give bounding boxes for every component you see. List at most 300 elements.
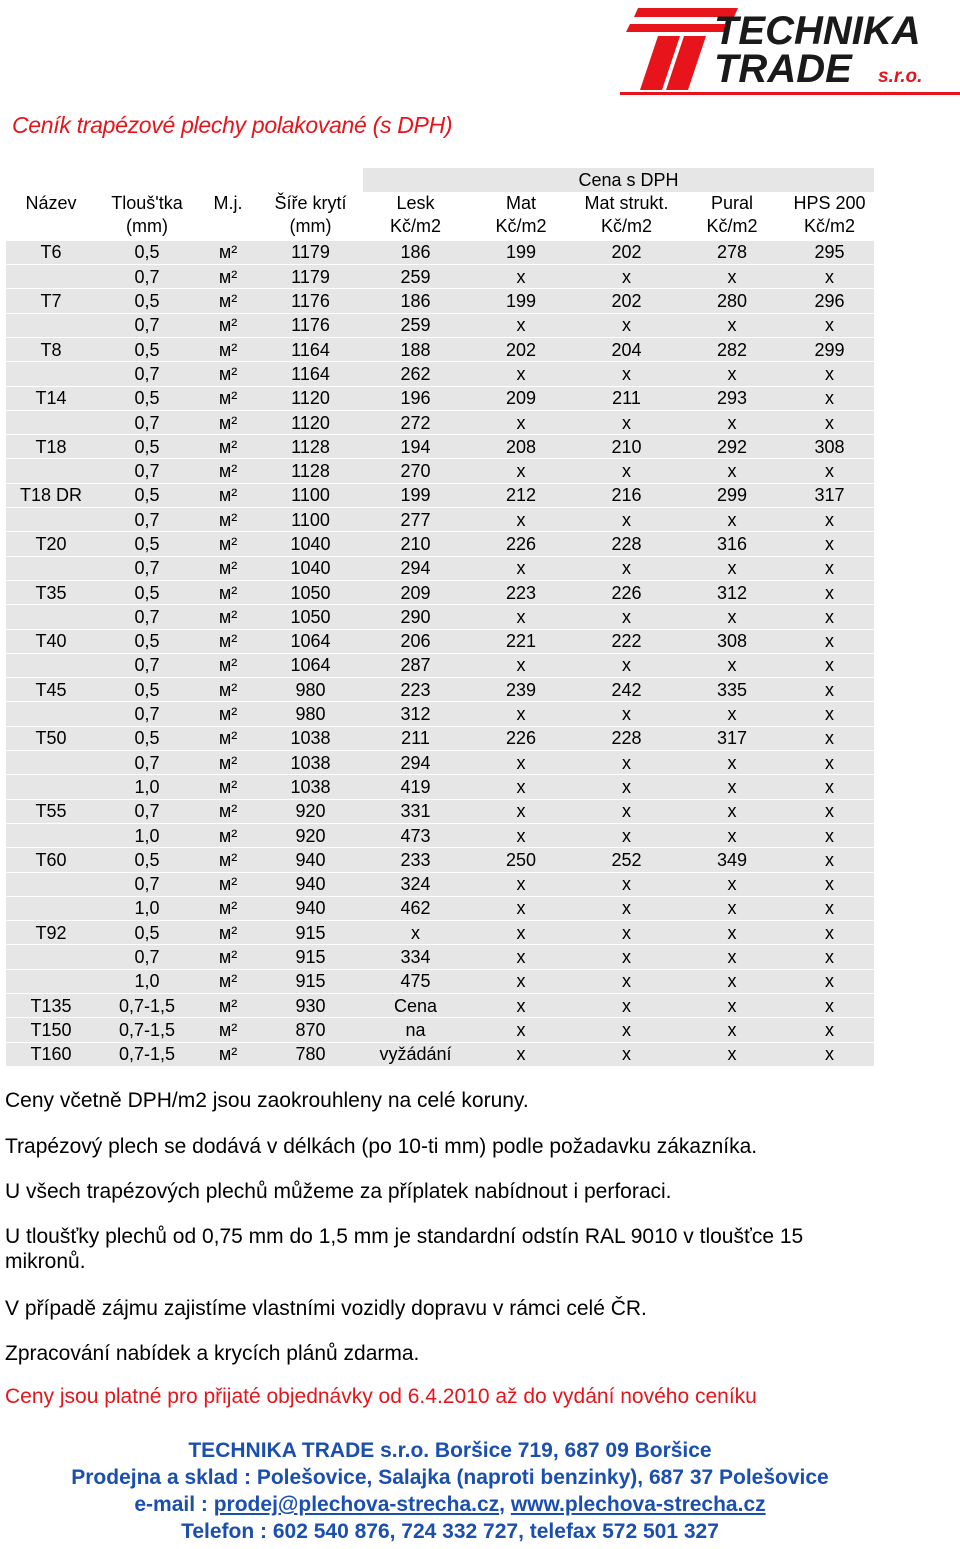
table-cell: T8 — [6, 337, 96, 361]
table-cell: 308 — [679, 629, 785, 653]
table-cell: 290 — [363, 605, 468, 629]
table-cell: 780 — [258, 1042, 363, 1066]
table-cell: 239 — [468, 678, 574, 702]
note-rounding: Ceny včetně DPH/m2 jsou zaokrouhleny na celé koruny. — [5, 1089, 529, 1112]
table-cell — [6, 410, 96, 434]
table-cell: T6 — [6, 240, 96, 264]
column-header-line1: Název — [25, 193, 77, 214]
table-cell: 1,0 — [96, 896, 198, 920]
table-cell: 242 — [574, 678, 679, 702]
table-cell: x — [574, 799, 679, 823]
note-validity: Ceny jsou platné pro přijaté objednávky od 6.4.2010 až do vydání nového ceníku — [5, 1385, 757, 1408]
table-cell: x — [785, 508, 874, 532]
table-row — [6, 605, 874, 629]
table-cell: м² — [198, 410, 258, 434]
table-cell: 1050 — [258, 580, 363, 604]
table-row — [6, 653, 874, 677]
column-header-line2: Kč/m2 — [706, 216, 758, 237]
table-cell: 334 — [363, 945, 468, 969]
table-cell: 980 — [258, 702, 363, 726]
table-cell: 199 — [363, 483, 468, 507]
table-cell: x — [574, 265, 679, 289]
table-cell — [6, 823, 96, 847]
table-cell: x — [785, 823, 874, 847]
column-header-line1: M.j. — [213, 193, 243, 214]
table-cell: м² — [198, 921, 258, 945]
table-cell: 915 — [258, 969, 363, 993]
table-cell: x — [785, 921, 874, 945]
table-cell: 212 — [468, 483, 574, 507]
footer-phone: Telefon : 602 540 876, 724 332 727, telefax 572 501 327 — [181, 1520, 719, 1543]
table-cell: м² — [198, 580, 258, 604]
table-cell: x — [679, 969, 785, 993]
table-cell: 324 — [363, 872, 468, 896]
table-cell: 186 — [363, 289, 468, 313]
table-cell: x — [574, 969, 679, 993]
table-cell: 206 — [363, 629, 468, 653]
column-header-line1: Šíře krytí — [274, 193, 347, 214]
footer-contact — [0, 1437, 900, 1545]
table-cell: x — [679, 313, 785, 337]
table-cell: 0,5 — [96, 240, 198, 264]
table-cell: м² — [198, 313, 258, 337]
email-link[interactable]: prodej@plechova-strecha.cz — [213, 1493, 500, 1516]
table-cell: 0,7 — [96, 508, 198, 532]
table-cell — [6, 896, 96, 920]
column-header-line2: Kč/m2 — [389, 216, 441, 237]
table-cell — [6, 459, 96, 483]
table-cell: 272 — [363, 410, 468, 434]
table-cell: x — [785, 848, 874, 872]
table-row — [6, 1042, 874, 1066]
table-cell: м² — [198, 1042, 258, 1066]
website-link[interactable]: www.plechova-strecha.cz — [510, 1493, 766, 1516]
table-cell: x — [679, 896, 785, 920]
table-cell: x — [574, 872, 679, 896]
table-cell: vyžádání — [363, 1042, 468, 1066]
table-cell: м² — [198, 629, 258, 653]
table-cell — [6, 751, 96, 775]
logo-text-suffix: s.r.o. — [878, 66, 923, 87]
table-cell: x — [785, 386, 874, 410]
table-cell: x — [574, 702, 679, 726]
table-cell: x — [468, 945, 574, 969]
table-row — [6, 459, 874, 483]
table-cell: 0,5 — [96, 848, 198, 872]
table-cell: 0,7 — [96, 265, 198, 289]
column-header — [96, 192, 198, 240]
table-cell: x — [468, 896, 574, 920]
table-cell: 0,5 — [96, 629, 198, 653]
table-cell: T45 — [6, 678, 96, 702]
table-cell: x — [468, 265, 574, 289]
table-cell: x — [574, 751, 679, 775]
table-cell: 199 — [468, 289, 574, 313]
table-cell: x — [679, 1042, 785, 1066]
table-cell: x — [468, 921, 574, 945]
column-header — [363, 192, 468, 240]
table-cell: 1179 — [258, 265, 363, 289]
table-cell: x — [468, 508, 574, 532]
table-cell: 1164 — [258, 362, 363, 386]
column-header-line2: (mm) — [289, 216, 332, 237]
table-cell: x — [785, 945, 874, 969]
table-cell: x — [785, 362, 874, 386]
table-cell: T18 — [6, 435, 96, 459]
column-header-line2: Kč/m2 — [804, 216, 856, 237]
table-cell: x — [785, 775, 874, 799]
page-title: Ceník trapézové plechy polakované (s DPH) — [12, 112, 453, 138]
table-cell: x — [679, 1018, 785, 1042]
table-cell: 278 — [679, 240, 785, 264]
column-header-line1: HPS 200 — [793, 193, 866, 214]
table-row — [6, 921, 874, 945]
table-cell: 331 — [363, 799, 468, 823]
table-cell: м² — [198, 435, 258, 459]
table-row — [6, 313, 874, 337]
table-cell: м² — [198, 459, 258, 483]
table-cell: 0,7 — [96, 751, 198, 775]
table-cell: 0,7 — [96, 799, 198, 823]
table-cell: x — [785, 459, 874, 483]
price-table — [6, 168, 874, 1066]
column-header — [574, 192, 679, 240]
table-cell: x — [468, 702, 574, 726]
table-cell: 270 — [363, 459, 468, 483]
table-cell: x — [574, 410, 679, 434]
table-cell: x — [468, 1042, 574, 1066]
table-row — [6, 969, 874, 993]
column-header-line2: (mm) — [126, 216, 168, 237]
table-cell: 0,7 — [96, 872, 198, 896]
table-row — [6, 240, 874, 264]
column-header-line2: Kč/m2 — [600, 216, 652, 237]
table-cell: x — [785, 265, 874, 289]
table-cell: 0,5 — [96, 435, 198, 459]
table-row — [6, 823, 874, 847]
table-cell: м² — [198, 653, 258, 677]
table-cell: 223 — [468, 580, 574, 604]
table-cell — [6, 556, 96, 580]
table-cell: 0,5 — [96, 337, 198, 361]
table-cell: x — [679, 872, 785, 896]
table-cell: м² — [198, 872, 258, 896]
table-cell: x — [679, 775, 785, 799]
table-cell: 277 — [363, 508, 468, 532]
table-cell: T50 — [6, 726, 96, 750]
column-header — [785, 192, 874, 240]
table-cell: x — [574, 921, 679, 945]
table-row — [6, 799, 874, 823]
table-cell: 294 — [363, 556, 468, 580]
table-cell: x — [468, 872, 574, 896]
table-cell: 335 — [679, 678, 785, 702]
table-cell: 222 — [574, 629, 679, 653]
table-cell: x — [574, 896, 679, 920]
table-cell: 1100 — [258, 483, 363, 507]
table-cell: 287 — [363, 653, 468, 677]
table-cell: 221 — [468, 629, 574, 653]
table-cell: м² — [198, 848, 258, 872]
table-cell — [6, 508, 96, 532]
column-header-line2: Kč/m2 — [495, 216, 547, 237]
table-cell: 0,7 — [96, 605, 198, 629]
table-cell: x — [679, 459, 785, 483]
table-cell: x — [468, 410, 574, 434]
table-cell: м² — [198, 896, 258, 920]
table-cell: x — [468, 362, 574, 386]
table-cell: T160 — [6, 1042, 96, 1066]
table-cell: м² — [198, 556, 258, 580]
table-cell: 1038 — [258, 751, 363, 775]
table-cell: 920 — [258, 799, 363, 823]
note-delivery: V případě zájmu zajistíme vlastními vozidly dopravu v rámci celé ČR. — [5, 1297, 647, 1320]
table-cell — [6, 362, 96, 386]
table-cell: x — [679, 653, 785, 677]
table-row — [6, 848, 874, 872]
table-cell: м² — [198, 945, 258, 969]
table-cell: T7 — [6, 289, 96, 313]
table-cell: x — [785, 532, 874, 556]
table-cell: 0,5 — [96, 726, 198, 750]
table-cell: x — [679, 265, 785, 289]
table-cell: T14 — [6, 386, 96, 410]
table-cell: 0,5 — [96, 580, 198, 604]
note-free-plans: Zpracování nabídek a krycích plánů zdarma. — [5, 1342, 420, 1365]
logo-text-technika: TECHNIKA — [714, 9, 921, 53]
table-cell: м² — [198, 240, 258, 264]
table-cell: м² — [198, 702, 258, 726]
table-cell: x — [468, 775, 574, 799]
table-cell: 473 — [363, 823, 468, 847]
table-cell: м² — [198, 605, 258, 629]
table-cell: 202 — [574, 289, 679, 313]
table-cell: x — [468, 313, 574, 337]
table-cell: 930 — [258, 994, 363, 1018]
note-perforation: U všech trapézových plechů můžeme za příplatek nabídnout i perforaci. — [5, 1180, 672, 1203]
table-cell: x — [363, 921, 468, 945]
table-cell: 0,5 — [96, 386, 198, 410]
table-cell: x — [785, 994, 874, 1018]
table-cell: x — [574, 362, 679, 386]
table-cell: T150 — [6, 1018, 96, 1042]
table-cell: 0,7-1,5 — [96, 1018, 198, 1042]
table-cell: 1,0 — [96, 823, 198, 847]
table-cell: 188 — [363, 337, 468, 361]
table-cell: x — [679, 410, 785, 434]
table-cell: 202 — [574, 240, 679, 264]
table-cell: 228 — [574, 532, 679, 556]
table-cell — [6, 945, 96, 969]
table-cell: x — [785, 556, 874, 580]
table-row — [6, 678, 874, 702]
table-cell — [6, 872, 96, 896]
table-cell: 196 — [363, 386, 468, 410]
table-cell: 1128 — [258, 435, 363, 459]
table-row — [6, 751, 874, 775]
table-cell: x — [785, 751, 874, 775]
table-cell: x — [679, 508, 785, 532]
table-cell: 1064 — [258, 653, 363, 677]
table-row — [6, 726, 874, 750]
table-cell: x — [468, 605, 574, 629]
table-cell: x — [468, 653, 574, 677]
table-cell: 312 — [363, 702, 468, 726]
table-cell: 1128 — [258, 459, 363, 483]
table-cell: T60 — [6, 848, 96, 872]
table-cell: T35 — [6, 580, 96, 604]
table-cell: м² — [198, 508, 258, 532]
table-cell: м² — [198, 751, 258, 775]
table-cell: 316 — [679, 532, 785, 556]
table-cell: 204 — [574, 337, 679, 361]
footer-store: Prodejna a sklad : Polešovice, Salajka (naproti benzinky), 687 37 Polešovice — [71, 1466, 829, 1489]
table-cell: 317 — [785, 483, 874, 507]
table-cell: x — [574, 605, 679, 629]
table-row — [6, 702, 874, 726]
table-cell: x — [574, 775, 679, 799]
table-cell — [6, 605, 96, 629]
table-cell: x — [468, 823, 574, 847]
table-cell: м² — [198, 362, 258, 386]
table-cell: 294 — [363, 751, 468, 775]
table-row — [6, 483, 874, 507]
table-cell: 1064 — [258, 629, 363, 653]
table-cell: 0,5 — [96, 921, 198, 945]
table-cell: 296 — [785, 289, 874, 313]
table-cell: x — [785, 969, 874, 993]
table-cell: 252 — [574, 848, 679, 872]
table-cell: 1176 — [258, 289, 363, 313]
table-cell: м² — [198, 265, 258, 289]
table-cell: x — [679, 556, 785, 580]
table-cell: 0,7 — [96, 410, 198, 434]
table-row — [6, 945, 874, 969]
table-cell: x — [785, 1018, 874, 1042]
table-row — [6, 580, 874, 604]
table-cell: 0,7 — [96, 702, 198, 726]
table-cell: 0,7 — [96, 362, 198, 386]
table-cell: 1050 — [258, 605, 363, 629]
table-row — [6, 337, 874, 361]
table-row — [6, 896, 874, 920]
table-cell: T18 DR — [6, 483, 96, 507]
table-cell: м² — [198, 1018, 258, 1042]
table-row — [6, 629, 874, 653]
table-cell: T20 — [6, 532, 96, 556]
table-row — [6, 289, 874, 313]
table-header-row — [6, 192, 874, 240]
table-cell: 0,7 — [96, 313, 198, 337]
table-cell: 915 — [258, 921, 363, 945]
table-cell: 312 — [679, 580, 785, 604]
table-cell: 462 — [363, 896, 468, 920]
table-cell: 259 — [363, 313, 468, 337]
table-cell: 0,7 — [96, 653, 198, 677]
table-cell: x — [574, 459, 679, 483]
table-cell: 349 — [679, 848, 785, 872]
footer-email-label: e-mail : — [134, 1493, 214, 1516]
table-cell: 209 — [468, 386, 574, 410]
table-cell: 0,7 — [96, 556, 198, 580]
table-cell: м² — [198, 678, 258, 702]
table-cell: x — [785, 313, 874, 337]
table-cell: x — [574, 313, 679, 337]
table-cell: x — [679, 799, 785, 823]
table-cell: м² — [198, 386, 258, 410]
table-cell: 228 — [574, 726, 679, 750]
table-cell: 0,7-1,5 — [96, 994, 198, 1018]
table-cell: м² — [198, 823, 258, 847]
table-row — [6, 508, 874, 532]
table-cell: x — [468, 994, 574, 1018]
table-cell: 1040 — [258, 532, 363, 556]
table-cell: 1038 — [258, 726, 363, 750]
table-cell: 317 — [679, 726, 785, 750]
table-cell: 216 — [574, 483, 679, 507]
table-cell: x — [574, 653, 679, 677]
column-header — [198, 192, 258, 240]
table-cell: T55 — [6, 799, 96, 823]
table-cell: 208 — [468, 435, 574, 459]
table-cell: 980 — [258, 678, 363, 702]
table-cell: 259 — [363, 265, 468, 289]
table-cell: 920 — [258, 823, 363, 847]
table-body — [6, 240, 874, 1066]
table-cell: 262 — [363, 362, 468, 386]
table-row — [6, 362, 874, 386]
table-cell: x — [785, 872, 874, 896]
table-cell: x — [468, 556, 574, 580]
table-cell: 226 — [468, 532, 574, 556]
table-cell: м² — [198, 726, 258, 750]
table-cell: x — [574, 1018, 679, 1042]
note-lengths: Trapézový plech se dodává v délkách (po 10-ti mm) podle požadavku zákazníka. — [5, 1135, 758, 1158]
table-cell: 419 — [363, 775, 468, 799]
table-cell: x — [574, 823, 679, 847]
table-cell: 1040 — [258, 556, 363, 580]
table-cell: 186 — [363, 240, 468, 264]
table-cell: x — [679, 921, 785, 945]
table-cell: x — [574, 994, 679, 1018]
table-cell: x — [468, 751, 574, 775]
column-header-line1: Mat — [505, 193, 536, 214]
table-cell: 280 — [679, 289, 785, 313]
table-cell: 0,5 — [96, 483, 198, 507]
table-cell: м² — [198, 337, 258, 361]
table-cell: м² — [198, 532, 258, 556]
column-header-line1: Pural — [710, 193, 754, 214]
table-cell: x — [468, 799, 574, 823]
footer-email-sep: , — [499, 1493, 511, 1516]
table-cell: x — [785, 629, 874, 653]
table-cell: T40 — [6, 629, 96, 653]
table-cell: x — [679, 751, 785, 775]
table-cell: 233 — [363, 848, 468, 872]
table-row — [6, 386, 874, 410]
table-cell: 0,7 — [96, 945, 198, 969]
table-cell: Cena — [363, 994, 468, 1018]
table-cell: 1176 — [258, 313, 363, 337]
table-cell: 1,0 — [96, 969, 198, 993]
table-cell: x — [574, 508, 679, 532]
table-cell: м² — [198, 799, 258, 823]
table-cell: 282 — [679, 337, 785, 361]
table-cell: 295 — [785, 240, 874, 264]
table-cell: 226 — [468, 726, 574, 750]
note-ral: U tloušťky plechů od 0,75 mm do 1,5 mm je standardní odstín RAL 9010 v tloušťce 15 mikronů. — [5, 1225, 804, 1273]
footer-email-line — [0, 1491, 900, 1518]
